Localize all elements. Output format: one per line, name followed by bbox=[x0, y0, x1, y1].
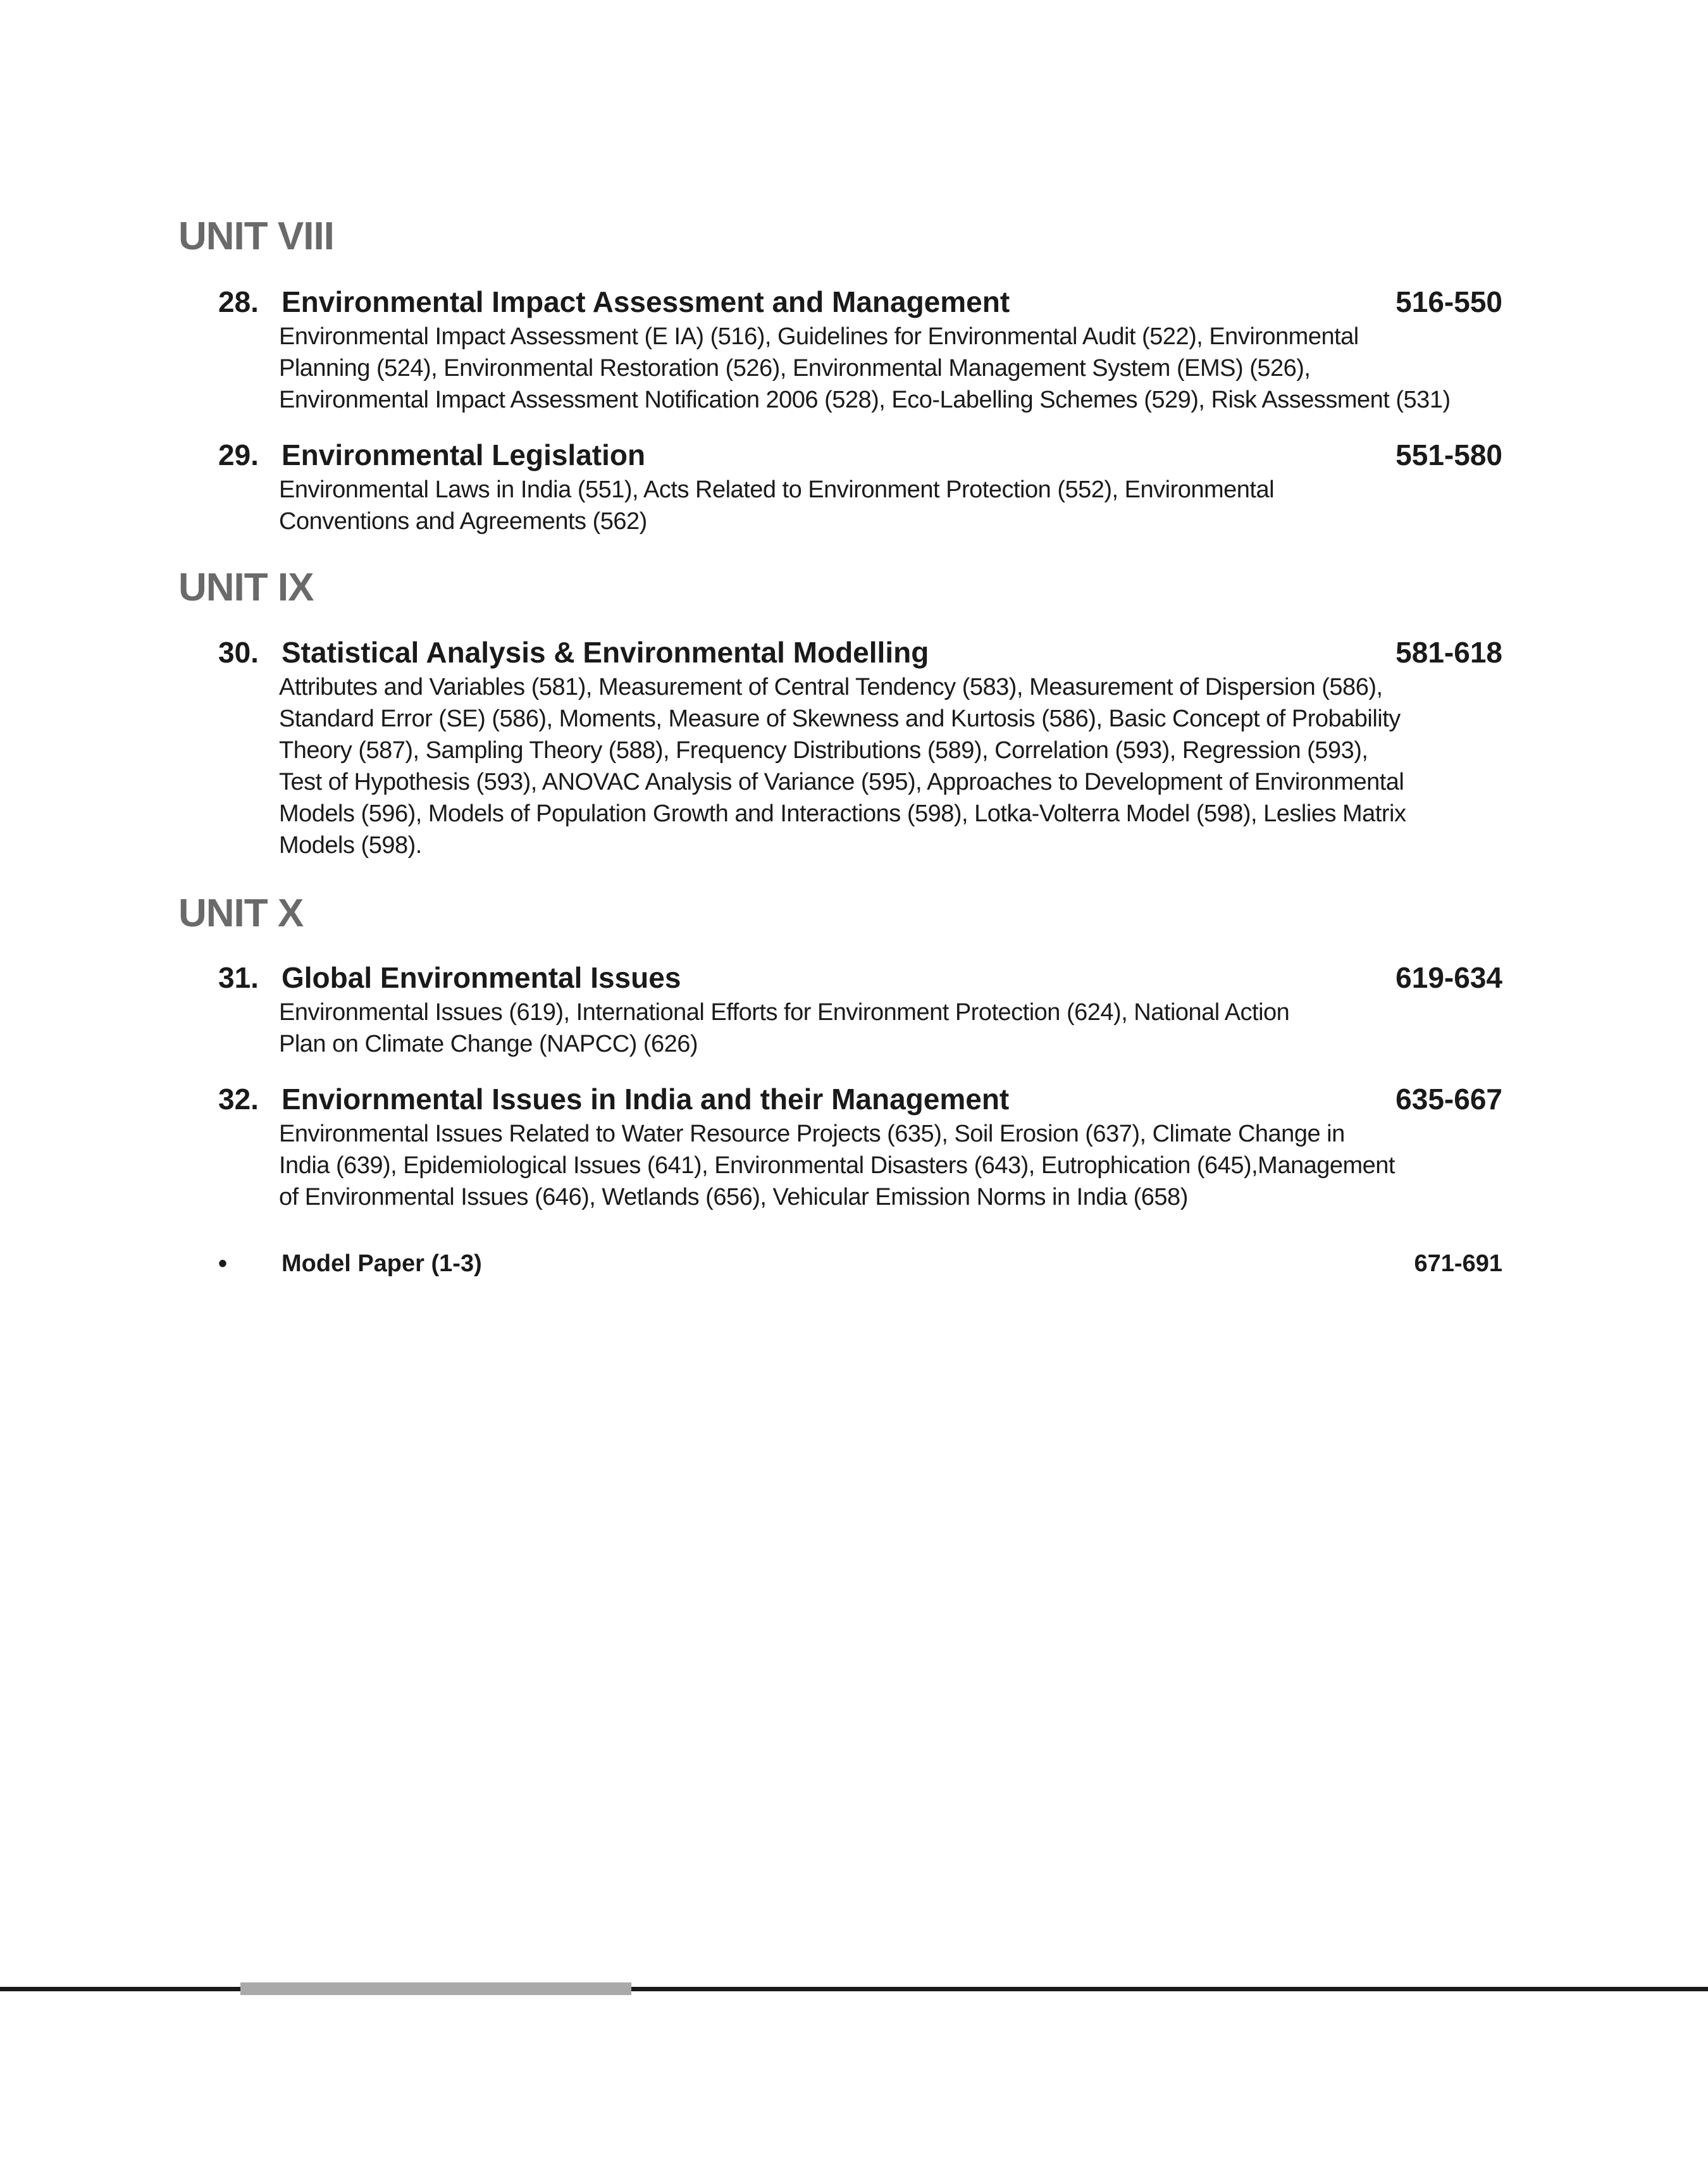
model-paper-entry bbox=[218, 1248, 1502, 1279]
footer-tab-accent bbox=[240, 1982, 631, 1995]
topic-line: Models (596), Models of Population Growth and Interactions (598), Lotka-Volterra Model (598), Leslies Matrix bbox=[279, 800, 1406, 827]
model-paper-pages: 671-691 bbox=[1414, 1250, 1502, 1277]
model-paper-label: Model Paper (1-3) bbox=[282, 1250, 482, 1277]
chapter-title: Statistical Analysis & Environmental Modelling bbox=[282, 636, 929, 669]
topic-line: Environmental Impact Assessment (E IA) (516), Guidelines for Environmental Audit (522), Environmental bbox=[279, 323, 1359, 350]
chapter-title: Environmental Legislation bbox=[282, 438, 646, 471]
chapter-entry bbox=[218, 1080, 1502, 1213]
chapter-number: 30. bbox=[218, 636, 259, 669]
chapter-title: Enviornmental Issues in India and their Management bbox=[282, 1083, 1010, 1116]
topic-line: Theory (587), Sampling Theory (588), Frequency Distributions (589), Correlation (593), Regression (593), bbox=[279, 737, 1368, 764]
chapter-topics bbox=[279, 474, 1468, 537]
chapter-topics bbox=[279, 671, 1468, 861]
unit-heading: UNIT IX bbox=[178, 566, 314, 609]
chapter-pages: 581-618 bbox=[1395, 636, 1502, 669]
topic-line: Plan on Climate Change (NAPCC) (626) bbox=[279, 1031, 698, 1057]
topic-line: Environmental Laws in India (551), Acts Related to Environment Protection (552), Environmental bbox=[279, 476, 1275, 503]
chapter-topics bbox=[279, 997, 1468, 1060]
chapter-pages: 551-580 bbox=[1395, 438, 1502, 471]
unit-heading: UNIT X bbox=[178, 892, 304, 935]
chapter-header bbox=[218, 633, 1502, 671]
topic-line: Standard Error (SE) (586), Moments, Measure of Skewness and Kurtosis (586), Basic Concept of Probability bbox=[279, 706, 1401, 732]
chapter-number: 31. bbox=[218, 961, 259, 994]
chapter-number: 29. bbox=[218, 438, 259, 471]
topic-line: Environmental Impact Assessment Notification 2006 (528), Eco-Labelling Schemes (529), Risk Assessment (531) bbox=[279, 387, 1451, 413]
topic-line: Planning (524), Environmental Restoration (526), Environmental Management System (EMS) (526), bbox=[279, 355, 1311, 382]
chapter-title: Environmental Impact Assessment and Management bbox=[282, 285, 1010, 318]
chapter-entry bbox=[218, 283, 1502, 416]
topic-line: Models (598). bbox=[279, 832, 422, 859]
topic-line: Test of Hypothesis (593), ANOVAC Analysis of Variance (595), Approaches to Development of Environmental bbox=[279, 769, 1404, 795]
chapter-topics bbox=[279, 321, 1468, 416]
chapter-header bbox=[218, 959, 1502, 997]
chapter-header bbox=[218, 283, 1502, 321]
chapter-header bbox=[218, 436, 1502, 474]
topic-line: Environmental Issues (619), International Efforts for Environment Protection (624), National Action bbox=[279, 999, 1290, 1026]
chapter-pages: 635-667 bbox=[1395, 1083, 1502, 1116]
chapter-header bbox=[218, 1080, 1502, 1118]
topic-line: of Environmental Issues (646), Wetlands (656), Vehicular Emission Norms in India (658) bbox=[279, 1184, 1188, 1210]
unit-heading: UNIT VIII bbox=[178, 215, 334, 258]
topic-line: India (639), Epidemiological Issues (641), Environmental Disasters (643), Eutrophication (645),Management bbox=[279, 1152, 1395, 1179]
topic-line: Attributes and Variables (581), Measurement of Central Tendency (583), Measurement of Dispersion (586), bbox=[279, 674, 1383, 700]
topic-line: Environmental Issues Related to Water Resource Projects (635), Soil Erosion (637), Climate Change in bbox=[279, 1121, 1345, 1147]
bullet-icon: • bbox=[218, 1250, 228, 1278]
chapter-title: Global Environmental Issues bbox=[282, 961, 681, 994]
chapter-pages: 619-634 bbox=[1395, 961, 1502, 994]
chapter-pages: 516-550 bbox=[1395, 285, 1502, 318]
chapter-number: 28. bbox=[218, 285, 259, 318]
chapter-entry bbox=[218, 436, 1502, 537]
chapter-entry bbox=[218, 633, 1502, 861]
chapter-topics bbox=[279, 1118, 1468, 1213]
chapter-number: 32. bbox=[218, 1083, 259, 1116]
chapter-entry bbox=[218, 959, 1502, 1060]
topic-line: Conventions and Agreements (562) bbox=[279, 508, 647, 535]
